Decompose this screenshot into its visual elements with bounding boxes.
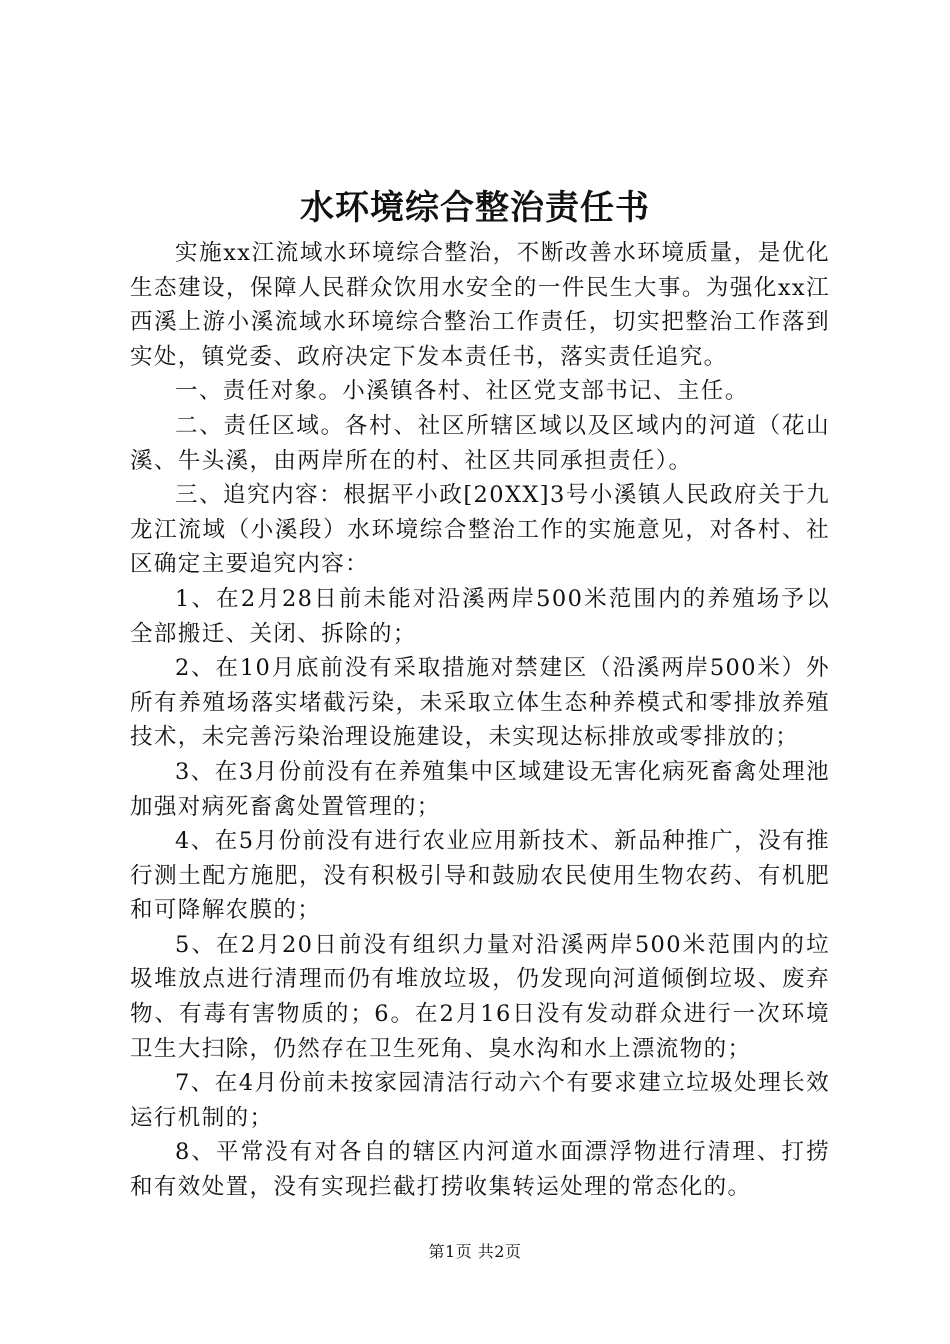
paragraph-intro: 实施xx江流域水环境综合整治，不断改善水环境质量，是优化生态建设，保障人民群众饮用水安全的一件民生大事。为强化xx江西溪上游小溪流域水环境综合整治工作责任，切实把整治工作落到实处，镇党委、政府决定下发本责任书，落实责任追究。 [130, 240, 830, 370]
page-footer: 第1页 共2页 [428, 1242, 522, 1261]
document-title: 水环境综合整治责任书 [300, 188, 650, 228]
paragraph-accountability-content: 三、追究内容：根据平小政[20XX]3号小溪镇人民政府关于九龙江流域（小溪段）水环境综合整治工作的实施意见，对各村、社区确定主要追究内容： [130, 482, 830, 578]
paragraph-item-2: 2、在10月底前没有采取措施对禁建区（沿溪两岸500米）外所有养殖场落实堵截污染，未采取立体生态种养模式和零排放养殖技术，未完善污染治理设施建设，未实现达标排放或零排放的； [130, 655, 830, 751]
paragraph-item-3: 3、在3月份前没有在养殖集中区域建设无害化病死畜禽处理池加强对病死畜禽处置管理的； [130, 758, 830, 820]
document-body [130, 236, 830, 1205]
paragraph-item-8: 8、平常没有对各自的辖区内河道水面漂浮物进行清理、打捞和有效处置，没有实现拦截打捞收集转运处理的常态化的。 [130, 1139, 830, 1201]
paragraph-responsibility-area: 二、责任区域。各村、社区所辖区域以及区域内的河道（花山溪、牛头溪，由两岸所在的村、社区共同承担责任）。 [130, 412, 830, 474]
paragraph-item-5-6: 5、在2月20日前没有组织力量对沿溪两岸500米范围内的垃圾堆放点进行清理而仍有堆放垃圾，仍发现向河道倾倒垃圾、废弃物、有毒有害物质的；6。在2月16日没有发动群众进行一次环境卫生大扫除，仍然存在卫生死角、臭水沟和水上漂流物的； [130, 931, 830, 1062]
paragraph-item-1: 1、在2月28日前未能对沿溪两岸500米范围内的养殖场予以全部搬迁、关闭、拆除的； [130, 585, 830, 647]
paragraph-item-4: 4、在5月份前没有进行农业应用新技术、新品种推广，没有推行测土配方施肥，没有积极引导和鼓励农民使用生物农药、有机肥和可降解农膜的； [130, 828, 830, 924]
paragraph-responsibility-target: 一、责任对象。小溪镇各村、社区党支部书记、主任。 [175, 378, 749, 405]
paragraph-item-7: 7、在4月份前未按家园清洁行动六个有要求建立垃圾处理长效运行机制的； [130, 1070, 830, 1131]
